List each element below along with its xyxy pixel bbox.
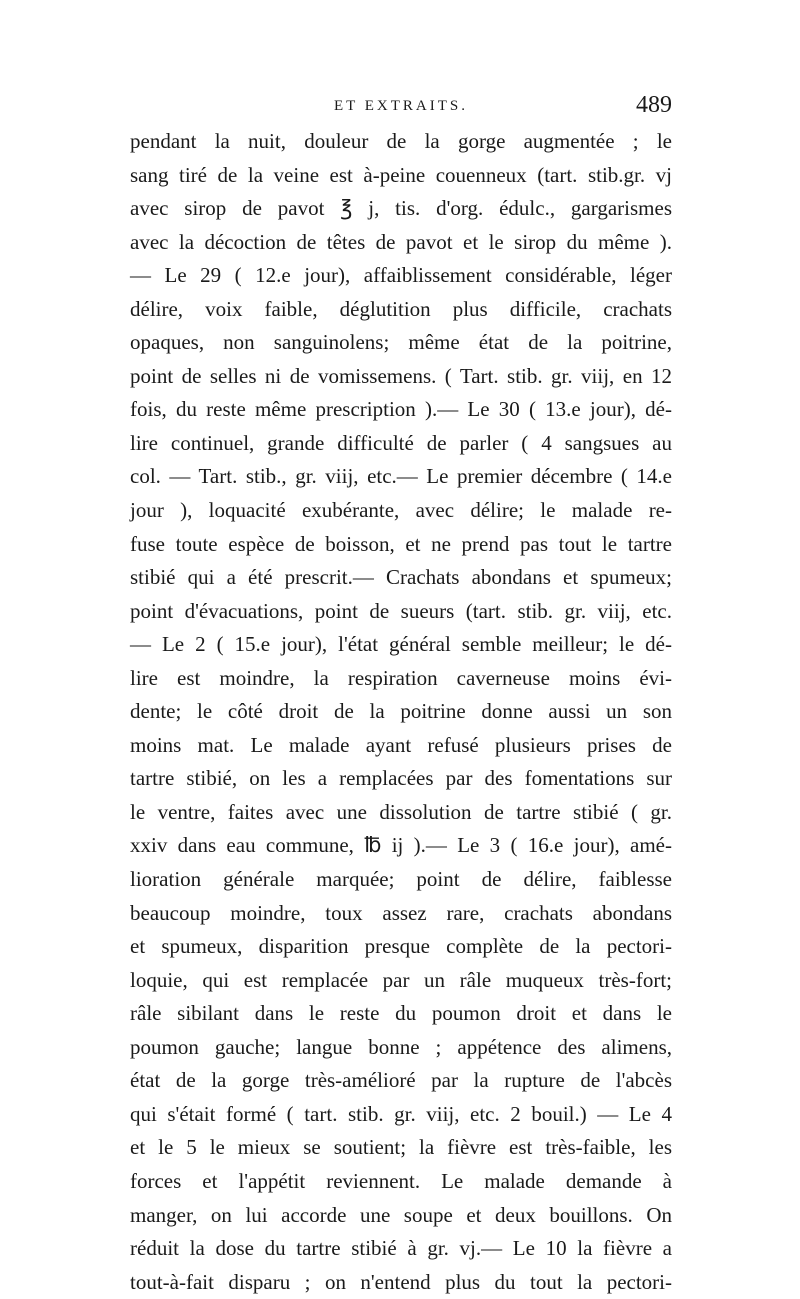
text-line: xxiv dans eau commune, ℔ ij ).— Le 3 ( 16.e jour), amé- [130,833,672,858]
text-line: lire est moindre, la respiration caverneuse moins évi- [130,665,672,690]
text-line: réduit la dose du tartre stibié à gr. vj.— Le 10 la fièvre a [130,1236,672,1261]
text-line: avec la décoction de têtes de pavot et le sirop du même ). [130,229,672,254]
text-line: loquie, qui est remplacée par un râle muqueux très-fort; [130,967,672,992]
text-line: avec sirop de pavot ℥ j, tis. d'org. édulc., gargarismes [130,196,672,221]
text-line: le ventre, faites avec une dissolution de tartre stibié ( gr. [130,799,672,824]
body-text [130,125,672,1299]
page-number: 489 [636,92,672,118]
text-line: point d'évacuations, point de sueurs (tart. stib. gr. viij, etc. [130,598,672,623]
text-line: forces et l'appétit reviennent. Le malade demande à [130,1168,672,1193]
running-title: ET EXTRAITS. [333,98,469,114]
text-line: opaques, non sanguinolens; même état de la poitrine, [130,330,672,355]
text-line: fois, du reste même prescription ).— Le 30 ( 13.e jour), dé- [130,397,672,422]
text-line: pendant la nuit, douleur de la gorge augmentée ; le [130,129,672,153]
text-line: poumon gauche; langue bonne ; appétence des alimens, [130,1034,672,1059]
text-line: sang tiré de la veine est à-peine couenneux (tart. stib.gr. vj [130,162,672,187]
text-line: dente; le côté droit de la poitrine donne aussi un son [130,699,672,724]
text-line: qui s'était formé ( tart. stib. gr. viij, etc. 2 bouil.) — Le 4 [130,1101,672,1126]
text-line: état de la gorge très-amélioré par la rupture de l'abcès [130,1068,672,1093]
text-line: stibié qui a été prescrit.— Crachats abondans et spumeux; [130,565,672,590]
text-line: manger, on lui accorde une soupe et deux bouillons. On [130,1202,672,1227]
text-line: col. — Tart. stib., gr. viij, etc.— Le premier décembre ( 14.e [130,464,672,489]
text-line: point de selles ni de vomissemens. ( Tart. stib. gr. viij, en 12 [130,363,672,388]
text-line: moins mat. Le malade ayant refusé plusieurs prises de [130,732,672,757]
text-line: beaucoup moindre, toux assez rare, crachats abondans [130,900,672,925]
text-line: fuse toute espèce de boisson, et ne prend pas tout le tartre [130,531,672,556]
text-line: — Le 29 ( 12.e jour), affaiblissement considérable, léger [130,263,672,288]
text-line: lire continuel, grande difficulté de parler ( 4 sangsues au [130,430,672,455]
text-line: et le 5 le mieux se soutient; la fièvre est très-faible, les [130,1135,672,1160]
text-line: et spumeux, disparition presque complète de la pectori- [130,934,672,959]
running-head [130,92,672,122]
text-line: — Le 2 ( 15.e jour), l'état général semble meilleur; le dé- [130,632,672,657]
text-line: tartre stibié, on les a remplacées par des fomentations sur [130,766,672,791]
text-line: râle sibilant dans le reste du poumon droit et dans le [130,1001,672,1026]
text-line: jour ), loquacité exubérante, avec délire; le malade re- [130,498,672,523]
text-line: délire, voix faible, déglutition plus difficile, crachats [130,296,672,321]
text-line: lioration générale marquée; point de délire, faiblesse [130,867,672,892]
text-line: tout-à-fait disparu ; on n'entend plus du tout la pectori- [130,1269,672,1294]
